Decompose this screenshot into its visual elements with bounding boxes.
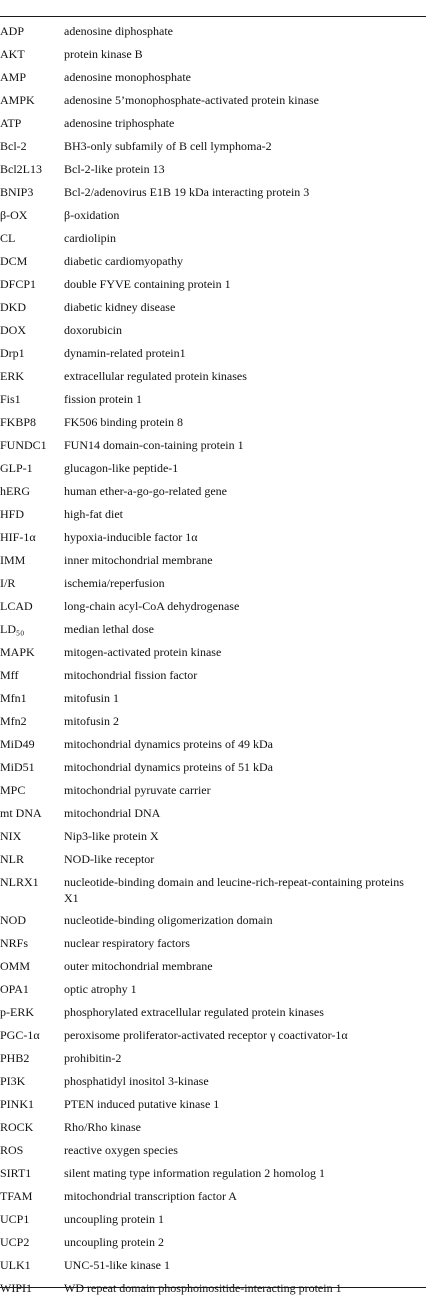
table-row [0,690,426,713]
abbreviation-term: PHB2 [0,1051,30,1065]
abbreviation-definition: extracellular regulated protein kinases [64,369,247,383]
abbreviation-term: I/R [0,576,16,590]
abbreviation-list [0,23,426,1303]
abbreviation-term: Mfn1 [0,691,27,705]
table-row [0,644,426,667]
abbreviation-definition: cardiolipin [64,231,116,245]
table-row [0,935,426,958]
table-row [0,805,426,828]
table-row [0,92,426,115]
abbreviation-definition: diabetic cardiomyopathy [64,254,183,268]
abbreviation-term: NLR [0,852,24,866]
table-row [0,299,426,322]
table-row [0,1211,426,1234]
table-row [0,713,426,736]
table-row [0,828,426,851]
abbreviation-term: MiD51 [0,760,35,774]
abbreviation-definition: dynamin-related protein1 [64,346,186,360]
abbreviation-definition: peroxisome proliferator-activated receptor γ coactivator-1α [64,1028,348,1042]
abbreviation-term: AKT [0,47,25,61]
abbreviation-definition: adenosine triphosphate [64,116,175,130]
table-row [0,1165,426,1188]
abbreviation-term: BNIP3 [0,185,34,199]
abbreviation-definition: human ether-a-go-go-related gene [64,484,228,498]
abbreviation-term: DCM [0,254,28,268]
abbreviation-term: Drp1 [0,346,25,360]
abbreviation-term: LD₅₀ [0,622,25,636]
table-row [0,23,426,46]
table-row [0,414,426,437]
abbreviation-definition: high-fat diet [64,507,123,521]
table-row [0,1119,426,1142]
table-row [0,1257,426,1280]
abbreviation-definition: PTEN induced putative kinase 1 [64,1097,220,1111]
table-row [0,1050,426,1073]
abbreviation-definition: WD repeat domain phosphoinositide-interacting protein 1 [64,1281,342,1295]
abbreviation-definition: glucagon-like peptide-1 [64,461,179,475]
abbreviation-term: ROS [0,1143,24,1157]
abbreviation-definition: mitofusin 2 [64,714,120,728]
abbreviation-definition: diabetic kidney disease [64,300,176,314]
table-bottom-rule [0,1287,426,1288]
abbreviation-term: CL [0,231,16,245]
abbreviation-term: SIRT1 [0,1166,32,1180]
abbreviation-definition: mitochondrial dynamics proteins of 51 kDa [64,760,273,774]
abbreviation-definition: doxorubicin [64,323,122,337]
abbreviation-term: NOD [0,913,26,927]
abbreviation-term: HIF-1α [0,530,36,544]
abbreviation-term: ATP [0,116,22,130]
table-row [0,1234,426,1257]
abbreviation-definition: mitochondrial DNA [64,806,161,820]
abbreviation-term: Mff [0,668,19,682]
table-row [0,1096,426,1119]
table-row [0,667,426,690]
abbreviation-definition: phosphatidyl inositol 3-kinase [64,1074,209,1088]
abbreviation-term: ULK1 [0,1258,31,1272]
abbreviation-definition: Bcl-2-like protein 13 [64,162,165,176]
table-row [0,368,426,391]
abbreviation-term: NRFs [0,936,29,950]
abbreviation-definition: mitochondrial dynamics proteins of 49 kDa [64,737,273,751]
abbreviation-term: LCAD [0,599,33,613]
abbreviation-definition: fission protein 1 [64,392,142,406]
abbreviation-definition: Rho/Rho kinase [64,1120,141,1134]
abbreviation-definition: BH3-only subfamily of B cell lymphoma-2 [64,139,272,153]
abbreviation-term: ADP [0,24,25,38]
abbreviation-definition: nuclear respiratory factors [64,936,190,950]
table-row [0,874,426,912]
abbreviation-definition: reactive oxygen species [64,1143,178,1157]
table-row [0,161,426,184]
abbreviation-term: WIPI1 [0,1281,32,1295]
table-row [0,115,426,138]
table-row [0,851,426,874]
table-row [0,437,426,460]
abbreviation-term: FUNDC1 [0,438,47,452]
table-row [0,69,426,92]
abbreviation-term: MiD49 [0,737,35,751]
abbreviation-definition: mitochondrial pyruvate carrier [64,783,211,797]
abbreviation-definition: UNC-51-like kinase 1 [64,1258,170,1272]
abbreviation-term: AMPK [0,93,35,107]
abbreviation-term: NIX [0,829,22,843]
table-row [0,958,426,981]
abbreviation-definition: silent mating type information regulation 2 homolog 1 [64,1166,325,1180]
abbreviation-term: Bcl-2 [0,139,27,153]
abbreviation-definition: NOD-like receptor [64,852,155,866]
abbreviation-term: OPA1 [0,982,29,996]
table-top-rule [0,16,426,17]
abbreviation-term: DKD [0,300,26,314]
abbreviation-definition: prohibitin-2 [64,1051,122,1065]
abbreviation-term: Mfn2 [0,714,27,728]
abbreviation-term: AMP [0,70,27,84]
abbreviation-definition: β-oxidation [64,208,120,222]
abbreviation-term: DFCP1 [0,277,37,291]
table-row [0,552,426,575]
abbreviation-term: PI3K [0,1074,26,1088]
table-row [0,1004,426,1027]
abbreviation-definition: adenosine diphosphate [64,24,173,38]
abbreviation-definition: mitochondrial transcription factor A [64,1189,237,1203]
table-row [0,1027,426,1050]
abbreviation-definition: mitogen-activated protein kinase [64,645,222,659]
table-row [0,322,426,345]
table-row [0,276,426,299]
table-row [0,1142,426,1165]
abbreviation-definition: adenosine 5’monophosphate-activated protein kinase [64,93,319,107]
abbreviation-definition: Nip3-like protein X [64,829,159,843]
table-row [0,912,426,935]
table-row [0,621,426,644]
abbreviation-definition: mitofusin 1 [64,691,120,705]
abbreviation-term: MPC [0,783,26,797]
table-row [0,506,426,529]
table-row [0,46,426,69]
abbreviation-definition: phosphorylated extracellular regulated protein kinases [64,1005,324,1019]
abbreviation-term: ERK [0,369,24,383]
abbreviation-term: PINK1 [0,1097,35,1111]
table-row [0,1188,426,1211]
abbreviation-definition: adenosine monophosphate [64,70,191,84]
table-row [0,391,426,414]
table-row [0,759,426,782]
table-row [0,782,426,805]
abbreviation-term: p-ERK [0,1005,34,1019]
table-row [0,230,426,253]
abbreviation-definition: mitochondrial fission factor [64,668,198,682]
abbreviation-definition: Bcl-2/adenovirus E1B 19 kDa interacting protein 3 [64,185,310,199]
table-row [0,1280,426,1303]
abbreviation-definition: FUN14 domain-con-taining protein 1 [64,438,244,452]
abbreviation-term: UCP2 [0,1235,30,1249]
table-row [0,598,426,621]
abbreviation-definition: optic atrophy 1 [64,982,137,996]
table-row [0,575,426,598]
abbreviation-definition: nucleotide-binding oligomerization domain [64,913,273,927]
abbreviation-term: GLP-1 [0,461,33,475]
abbreviation-definition: hypoxia-inducible factor 1α [64,530,198,544]
table-row [0,736,426,759]
table-row [0,981,426,1004]
table-row [0,138,426,161]
abbreviation-term: UCP1 [0,1212,30,1226]
abbreviation-definition: double FYVE containing protein 1 [64,277,231,291]
table-row [0,529,426,552]
abbreviation-term: NLRX1 [0,875,39,889]
table-row [0,483,426,506]
abbreviation-term: OMM [0,959,31,973]
abbreviation-definition: uncoupling protein 2 [64,1235,164,1249]
abbreviation-definition: protein kinase B [64,47,143,61]
abbreviation-term: hERG [0,484,30,498]
table-row [0,253,426,276]
table-row [0,1073,426,1096]
abbreviation-term: FKBP8 [0,415,37,429]
table-row [0,184,426,207]
abbreviation-definition: FK506 binding protein 8 [64,415,183,429]
abbreviation-definition: nucleotide-binding domain and leucine-rich-repeat-containing proteins X1 [64,875,404,905]
table-row [0,460,426,483]
abbreviation-definition: long-chain acyl-CoA dehydrogenase [64,599,240,613]
abbreviation-definition: inner mitochondrial membrane [64,553,213,567]
abbreviation-term: DOX [0,323,26,337]
abbreviation-definition: outer mitochondrial membrane [64,959,213,973]
abbreviation-term: HFD [0,507,25,521]
abbreviation-term: PGC-1α [0,1028,40,1042]
abbreviation-definition: ischemia/reperfusion [64,576,165,590]
abbreviation-term: ROCK [0,1120,34,1134]
abbreviation-definition: uncoupling protein 1 [64,1212,164,1226]
abbreviation-definition: median lethal dose [64,622,154,636]
abbreviation-term: MAPK [0,645,35,659]
abbreviation-term: IMM [0,553,26,567]
abbreviation-term: β-OX [0,208,28,222]
table-row [0,207,426,230]
abbreviation-term: TFAM [0,1189,33,1203]
abbreviation-term: mt DNA [0,806,42,820]
table-row [0,345,426,368]
abbreviation-term: Fis1 [0,392,21,406]
abbreviation-term: Bcl2L13 [0,162,42,176]
